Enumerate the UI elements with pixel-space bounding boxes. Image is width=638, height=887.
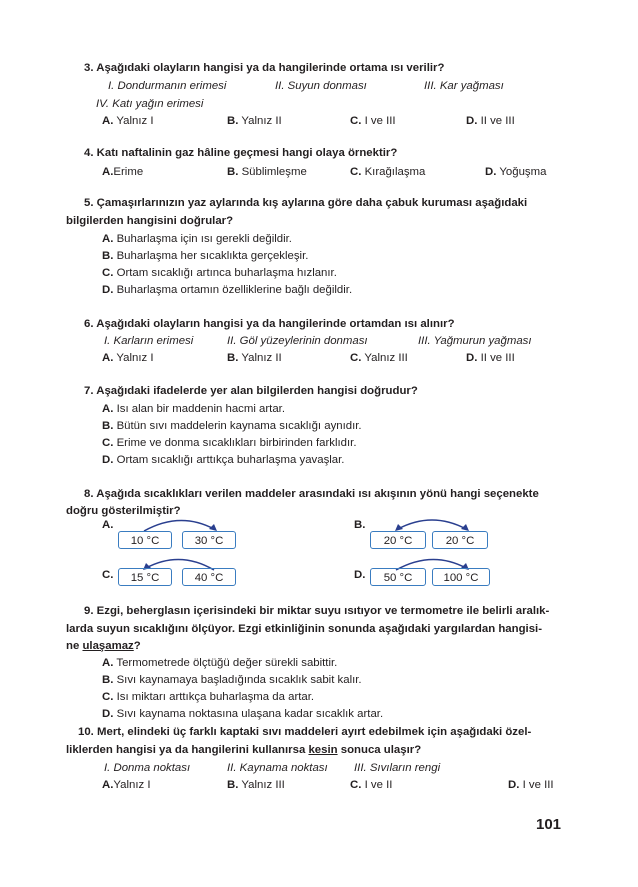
q7-option-d[interactable]: D. Ortam sıcaklığı arttıkça buharlaşma yavaşlar. bbox=[102, 454, 345, 466]
q7-option-b[interactable]: B. Bütün sıvı maddelerin kaynama sıcaklığı aynıdır. bbox=[102, 420, 362, 432]
q10-option-d[interactable]: D. I ve III bbox=[508, 779, 554, 791]
q6-option-d[interactable]: D. II ve III bbox=[466, 352, 515, 364]
q8-option-c-left-box: 15 °C bbox=[118, 568, 172, 586]
question-9-stem-line2: larda suyun sıcaklığını ölçüyor. Ezgi etkinliğinin sonunda aşağıdaki yargılardan hangisi- bbox=[66, 623, 542, 635]
question-8-stem-line1: 8. Aşağıda sıcaklıkları verilen maddeler arasındaki ısı akışının yönü hangi seçenekte bbox=[84, 488, 539, 500]
q6-item-2: II. Göl yüzeylerinin donması bbox=[227, 335, 368, 347]
q4-option-a[interactable]: A.Erime bbox=[102, 166, 144, 178]
q10-item-2: II. Kaynama noktası bbox=[227, 762, 328, 774]
q3-option-c[interactable]: C. I ve III bbox=[350, 115, 396, 127]
q8-option-c-right-box: 40 °C bbox=[182, 568, 236, 586]
question-8-stem-line2: doğru gösterilmiştir? bbox=[66, 505, 181, 517]
q7-option-c[interactable]: C. Erime ve donma sıcaklıkları birbirinden farklıdır. bbox=[102, 437, 357, 449]
q10-item-1: I. Donma noktası bbox=[104, 762, 191, 774]
q7-option-a[interactable]: A. Isı alan bir maddenin hacmi artar. bbox=[102, 403, 285, 415]
q4-option-c[interactable]: C. Kırağılaşma bbox=[350, 166, 426, 178]
q10-item-3: III. Sıvıların rengi bbox=[354, 762, 441, 774]
question-10-stem-line1: 10. Mert, elindeki üç farklı kaptaki sıvı maddeleri ayırt edebilmek için aşağıdaki özel- bbox=[78, 726, 532, 738]
question-9-stem-line1: 9. Ezgi, beherglasın içerisindeki bir miktar suyu ısıtıyor ve termometre ile belirli aralık- bbox=[84, 605, 550, 617]
q6-option-c[interactable]: C. Yalnız III bbox=[350, 352, 408, 364]
q3-item-3: III. Kar yağması bbox=[424, 80, 504, 92]
q5-option-c[interactable]: C. Ortam sıcaklığı artınca buharlaşma hızlanır. bbox=[102, 267, 337, 279]
question-3-stem: 3. Aşağıdaki olayların hangisi ya da hangilerinde ortama ısı verilir? bbox=[84, 62, 445, 74]
question-5-stem-line1: 5. Çamaşırlarınızın yaz aylarında kış aylarına göre daha çabuk kuruması aşağıdaki bbox=[84, 197, 528, 209]
question-9-stem-line3: ne ulaşamaz? bbox=[66, 640, 141, 652]
q5-option-a[interactable]: A. Buharlaşma için ısı gerekli değildir. bbox=[102, 233, 292, 245]
q5-option-b[interactable]: B. Buharlaşma her sıcaklıkta gerçekleşir. bbox=[102, 250, 309, 262]
q3-item-1: I. Dondurmanın erimesi bbox=[108, 80, 227, 92]
q6-item-1: I. Karların erimesi bbox=[104, 335, 194, 347]
q5-option-d[interactable]: D. Buharlaşma ortamın özelliklerine bağlı değildir. bbox=[102, 284, 353, 296]
question-4-stem: 4. Katı naftalinin gaz hâline geçmesi hangi olaya örnektir? bbox=[84, 147, 398, 159]
q4-option-b[interactable]: B. Süblimleşme bbox=[227, 166, 307, 178]
q8-option-d-left-box: 50 °C bbox=[370, 568, 426, 586]
q6-item-3: III. Yağmurun yağması bbox=[418, 335, 532, 347]
q8-option-b-right-box: 20 °C bbox=[432, 531, 488, 549]
q8-option-a-left-box: 10 °C bbox=[118, 531, 172, 549]
q3-option-d[interactable]: D. II ve III bbox=[466, 115, 515, 127]
q10-option-c[interactable]: C. I ve II bbox=[350, 779, 393, 791]
question-10-stem-line2: liklerden hangisi ya da hangilerini kullanırsa kesin sonuca ulaşır? bbox=[66, 744, 422, 756]
q8-option-a-right-box: 30 °C bbox=[182, 531, 236, 549]
question-7-stem: 7. Aşağıdaki ifadelerde yer alan bilgilerden hangisi doğrudur? bbox=[84, 385, 418, 397]
q8-option-d-letter[interactable]: D. bbox=[354, 569, 366, 581]
q3-option-b[interactable]: B. Yalnız II bbox=[227, 115, 282, 127]
q8-option-b-letter[interactable]: B. bbox=[354, 519, 366, 531]
q8-option-a-letter[interactable]: A. bbox=[102, 519, 114, 531]
q9-option-a[interactable]: A. Termometrede ölçtüğü değer sürekli sabittir. bbox=[102, 657, 338, 669]
q8-option-c-letter[interactable]: C. bbox=[102, 569, 114, 581]
q6-option-a[interactable]: A. Yalnız I bbox=[102, 352, 154, 364]
q6-option-b[interactable]: B. Yalnız II bbox=[227, 352, 282, 364]
q10-option-a[interactable]: A.Yalnız I bbox=[102, 779, 151, 791]
q4-option-d[interactable]: D. Yoğuşma bbox=[485, 166, 547, 178]
q9-option-c[interactable]: C. Isı miktarı arttıkça buharlaşma da artar. bbox=[102, 691, 315, 703]
q8-option-d-right-box: 100 °C bbox=[432, 568, 490, 586]
q10-underlined-word: kesin bbox=[308, 744, 338, 756]
question-6-stem: 6. Aşağıdaki olayların hangisi ya da hangilerinde ortamdan ısı alınır? bbox=[84, 318, 455, 330]
q3-item-2: II. Suyun donması bbox=[275, 80, 367, 92]
q9-option-d[interactable]: D. Sıvı kaynama noktasına ulaşana kadar sıcaklık artar. bbox=[102, 708, 384, 720]
page-number: 101 bbox=[536, 816, 562, 833]
q3-option-a[interactable]: A. Yalnız I bbox=[102, 115, 154, 127]
q3-item-4: IV. Katı yağın erimesi bbox=[96, 98, 204, 110]
question-5-stem-line2: bilgilerden hangisini doğrular? bbox=[66, 215, 234, 227]
q9-option-b[interactable]: B. Sıvı kaynamaya başladığında sıcaklık sabit kalır. bbox=[102, 674, 362, 686]
q8-option-b-left-box: 20 °C bbox=[370, 531, 426, 549]
q10-option-b[interactable]: B. Yalnız III bbox=[227, 779, 285, 791]
q9-underlined-word: ulaşamaz bbox=[82, 640, 134, 652]
